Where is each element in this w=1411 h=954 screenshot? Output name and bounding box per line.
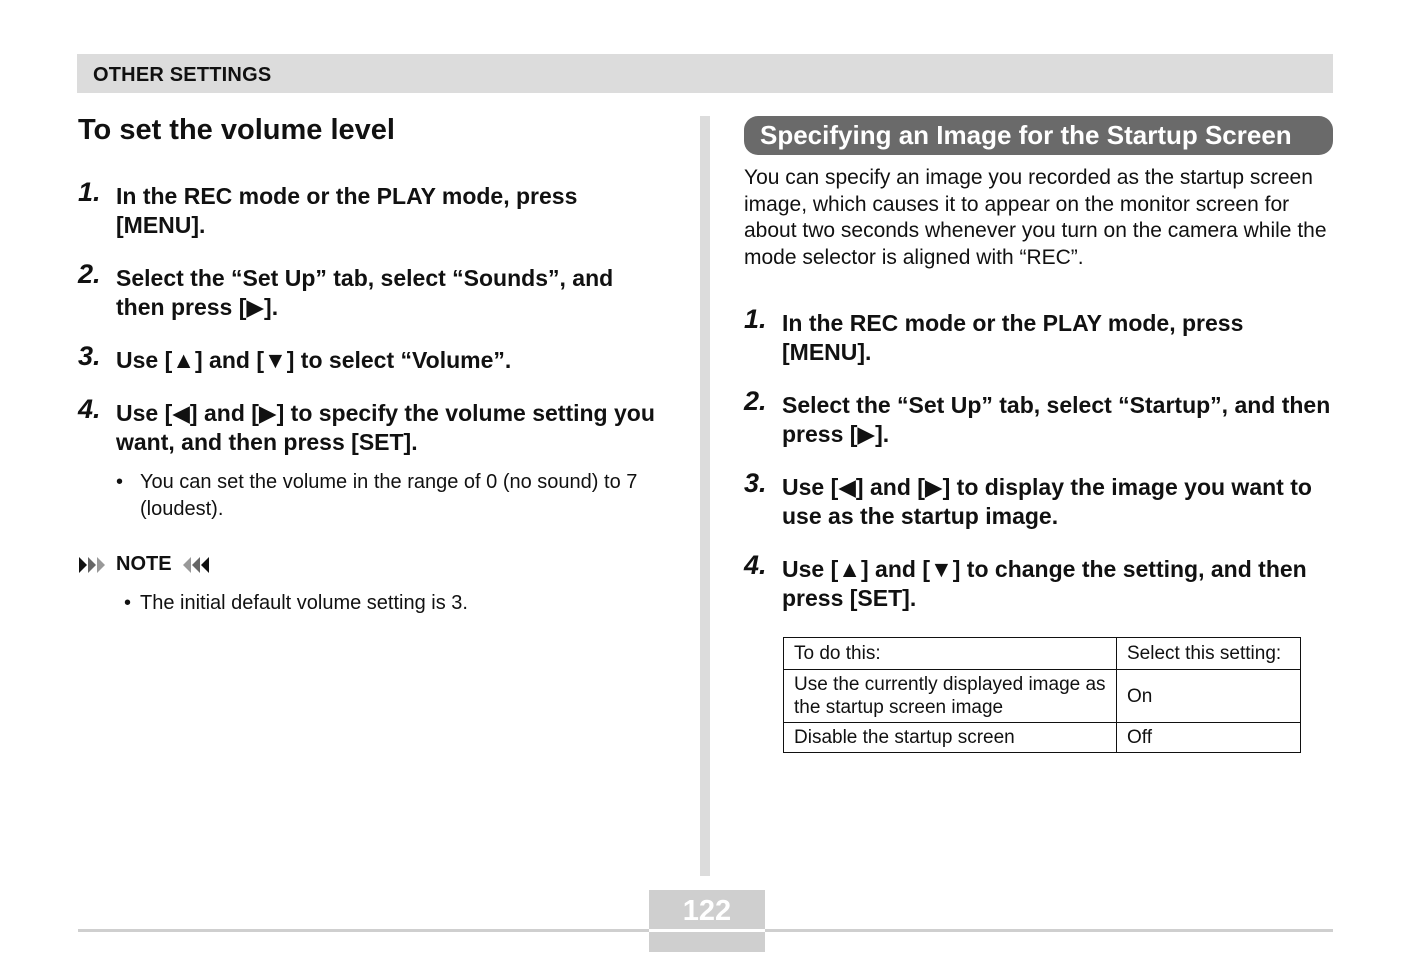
section-header-bar bbox=[77, 54, 1333, 93]
startup-section-title: Specifying an Image for the Startup Screen bbox=[744, 116, 1333, 155]
table-cell: On bbox=[1117, 670, 1301, 723]
note-text: The initial default volume setting is 3. bbox=[140, 592, 468, 614]
page-box-divider bbox=[649, 929, 765, 932]
note-heading bbox=[78, 553, 668, 576]
step-text: In the REC mode or the PLAY mode, press [MENU]. bbox=[782, 310, 1244, 365]
table-cell: Disable the startup screen bbox=[784, 723, 1117, 753]
right-column bbox=[744, 116, 1336, 753]
page-number: 122 bbox=[682, 895, 732, 927]
bullet-dot-icon: • bbox=[116, 471, 124, 493]
table-cell: Off bbox=[1117, 723, 1301, 753]
volume-range-bullet bbox=[78, 469, 668, 523]
note-item bbox=[78, 590, 668, 617]
step-number: 3. bbox=[78, 341, 101, 371]
step-number: 2. bbox=[744, 386, 767, 416]
step-number: 3. bbox=[744, 468, 767, 498]
startup-step-2 bbox=[744, 386, 1336, 449]
bullet-text: You can set the volume in the range of 0 (no sound) to 7 (loudest). bbox=[140, 471, 638, 520]
volume-step-2 bbox=[78, 259, 668, 322]
left-column bbox=[78, 112, 668, 617]
note-arrows-right-icon bbox=[78, 556, 108, 574]
step-number: 4. bbox=[744, 550, 767, 580]
note-label: NOTE bbox=[116, 553, 172, 575]
table-header-row bbox=[784, 638, 1301, 670]
bullet-dot-icon: • bbox=[124, 592, 132, 614]
column-divider bbox=[700, 116, 710, 876]
page-number-box bbox=[649, 890, 765, 952]
step-number: 1. bbox=[78, 177, 101, 207]
step-number: 2. bbox=[78, 259, 101, 289]
step-text: In the REC mode or the PLAY mode, press [MENU]. bbox=[116, 183, 578, 238]
note-arrows-left-icon bbox=[180, 556, 210, 574]
volume-step-1 bbox=[78, 177, 668, 240]
startup-step-3 bbox=[744, 468, 1336, 531]
step-number: 1. bbox=[744, 304, 767, 334]
section-label: OTHER SETTINGS bbox=[93, 64, 272, 86]
step-text: Use [▲] and [▼] to select “Volume”. bbox=[116, 347, 512, 373]
step-text: Select the “Set Up” tab, select “Startup”, and then press [▶]. bbox=[782, 392, 1331, 447]
table-cell: Use the currently displayed image as the startup screen image bbox=[784, 670, 1117, 723]
table-header-cell: To do this: bbox=[784, 638, 1117, 670]
table-row bbox=[784, 723, 1301, 753]
step-text: Select the “Set Up” tab, select “Sounds”, and then press [▶]. bbox=[116, 265, 614, 320]
table-header-cell: Select this setting: bbox=[1117, 638, 1301, 670]
step-text: Use [▲] and [▼] to change the setting, and then press [SET]. bbox=[782, 556, 1307, 611]
volume-section-title: To set the volume level bbox=[78, 114, 395, 146]
volume-step-3 bbox=[78, 341, 668, 375]
table-row bbox=[784, 670, 1301, 723]
step-text: Use [◀] and [▶] to specify the volume setting you want, and then press [SET]. bbox=[116, 400, 655, 455]
startup-intro-paragraph: You can specify an image you recorded as the startup screen image, which causes it to appear on the monitor screen for about two seconds whenever you turn on the camera while the mode selector is aligned with “REC”. bbox=[744, 166, 1327, 269]
step-number: 4. bbox=[78, 394, 101, 424]
volume-step-4 bbox=[78, 394, 668, 457]
startup-step-4 bbox=[744, 550, 1336, 613]
startup-step-1 bbox=[744, 304, 1336, 367]
step-text: Use [◀] and [▶] to display the image you want to use as the startup image. bbox=[782, 474, 1312, 529]
startup-settings-table bbox=[783, 637, 1301, 753]
